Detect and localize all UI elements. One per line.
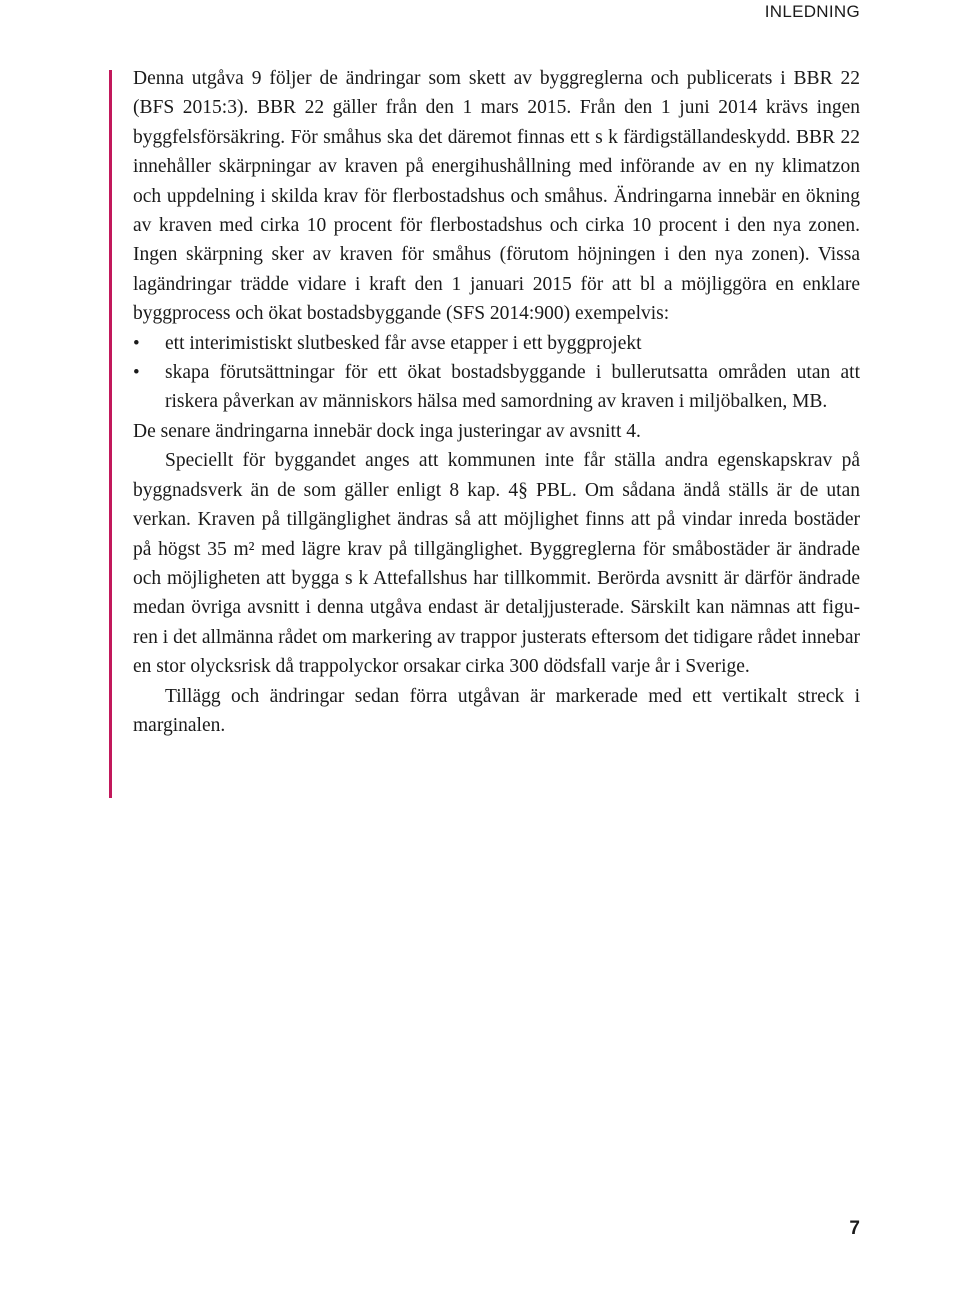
change-bar	[109, 70, 112, 798]
paragraph-marking-note: Tillägg och ändringar sedan förra utgåvan är markerade med ett vertikalt streck i marginalen.	[133, 685, 860, 736]
page-number: 7	[849, 1218, 860, 1239]
running-header: INLEDNING	[764, 2, 860, 21]
bullet-item: • skapa förutsättningar för ett ökat bostadsbyggande i bullerutsatta områden utan att riskera påverkan av människors hälsa med samordning av kraven i miljöbalken, MB.	[133, 358, 860, 417]
bullet-list	[133, 329, 860, 417]
paragraph-intro: Denna utgåva 9 följer de ändringar som skett av byggreglerna och publicerats i BBR 22 (BFS 2015:3). BBR 22 gäller från den 1 mars 2015. Från den 1 juni 2014 krävs ingen byggfelsförsäkring. För småhus ska det däremot finnas ett s k färdigställandeskydd. BBR 22 innehåller skärpningar av kraven på energihushållning med införande av en ny klimatzon och uppdelning i skilda krav för flerbostadshus och småhus. Ändringarna innebär en ökning av kraven med cirka 10 procent för flerbostadshus och cirka 10 procent i den nya zonen. Ingen skärpning sker av kraven för småhus (förutom höjningen i den nya zonen). Vissa lagändringar trädde vidare i kraft den 1 januari 2015 för att bl a möjliggöra en enklare byggprocess och ökat bostadsbyggande (SFS 2014:900) exempelvis:	[133, 68, 860, 325]
paragraph-later-changes: De senare ändringarna innebär dock inga justeringar av avsnitt 4.	[133, 420, 641, 442]
main-text	[133, 64, 860, 740]
paragraph-building: Speciellt för byggandet anges att kommunen inte får ställa andra egenskapskrav på byggnadsverk än de som gäller enligt 8 kap. 4§ PBL. Om sådana ändå ställs är de utan verkan. Kraven på tillgänglighet ändras så att möjlighet finns att på vindar inreda bostäder på högst 35 m² med lägre krav på tillgänglighet. Byggreglerna för småbostäder är ändrade och möjligheten att bygga s k Attefallshus har tillkommit. Berörda avsnitt är därför ändrade medan övriga avsnitt i denna utgåva endast är detaljjusterade. Särskilt kan nämnas att figuren i det allmänna rådet om markering av trappor justerats eftersom det tidigare rådet innebar en stor olycksrisk då trappolyckor orsakar cirka 300 dödsfall varje år i Sverige.	[133, 450, 860, 678]
bullet-item: • ett interimistiskt slutbesked får avse etapper i ett byggprojekt	[133, 329, 860, 358]
